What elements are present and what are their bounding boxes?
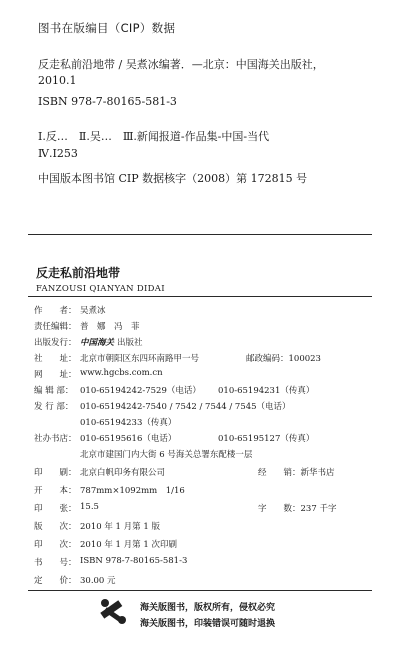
publisher-suffix: 出版社 — [117, 338, 143, 348]
isbn-row — [34, 556, 187, 568]
editor-label: 责任编辑： — [34, 322, 77, 332]
publisher-row — [34, 336, 143, 348]
bookstore-phone: 010-65195616（电话） — [80, 434, 177, 444]
printer-row — [34, 466, 165, 478]
sheets-value: 15.5 — [80, 502, 99, 512]
sales-fax: 010-65194233（传真） — [80, 418, 177, 428]
sales-phone: 010-65194242-7540 / 7542 / 7544 / 7545（电话） — [80, 402, 291, 412]
edition-row — [34, 520, 160, 532]
divider-bottom — [28, 590, 372, 591]
cip-isbn: ISBN 978-7-80165-581-3 — [38, 95, 177, 108]
distributor-label: 经 销： — [258, 468, 301, 478]
cip-subjects-line2: Ⅳ.I253 — [38, 147, 78, 160]
format-row — [34, 484, 185, 496]
editor-row — [34, 320, 140, 332]
address-label: 社 址： — [34, 354, 77, 364]
cip-core-data: 中国版本图书馆 CIP 数据核字（2008）第 172815 号 — [38, 172, 308, 185]
isbn-value: ISBN 978-7-80165-581-3 — [80, 556, 188, 566]
bookstore-address: 北京市建国门内大街 6 号海关总署东配楼一层 — [80, 450, 253, 460]
publisher-logo-text: 中国海关 — [80, 338, 115, 348]
printing-value: 2010 年 1 月第 1 次印刷 — [80, 540, 177, 550]
publisher-label: 出版发行： — [34, 338, 77, 348]
footer-copyright-notice: 海关版图书，版权所有，侵权必究 — [140, 603, 276, 613]
price-label: 定 价： — [34, 576, 77, 586]
edit-dept-row — [34, 384, 201, 396]
divider-top — [28, 234, 372, 235]
edition-value: 2010 年 1 月第 1 版 — [80, 522, 160, 532]
address-row — [34, 352, 199, 364]
book-title: 反走私前沿地带 — [36, 266, 121, 280]
edit-dept-fax: 010-65194231（传真） — [218, 386, 315, 396]
format-label: 开 本： — [34, 486, 77, 496]
author-label: 作 者： — [34, 306, 77, 316]
book-title-pinyin: FANZOUSI QIANYAN DIDAI — [36, 284, 165, 294]
sheets-row — [34, 502, 99, 514]
words-value: 237 千字 — [300, 504, 337, 514]
address-value: 北京市朝阳区东四环南路甲一号 — [80, 354, 200, 364]
edition-label: 版 次： — [34, 522, 77, 532]
author-value: 吴煮冰 — [80, 306, 106, 316]
printer-label: 印 刷： — [34, 468, 77, 478]
postcode-label: 邮政编码： — [246, 354, 289, 364]
printer-value: 北京白帆印务有限公司 — [80, 468, 166, 478]
distributor-value: 新华书店 — [300, 468, 335, 478]
distributor — [258, 466, 335, 478]
website-row — [34, 368, 163, 380]
bookstore-fax: 010-65195127（传真） — [218, 434, 315, 444]
words — [258, 502, 336, 514]
author-row — [34, 304, 106, 316]
sales-fax-row — [34, 416, 176, 428]
isbn-label: 书 号： — [34, 558, 77, 568]
price-row — [34, 574, 116, 586]
postcode — [246, 352, 321, 364]
words-label: 字 数： — [258, 504, 301, 514]
divider-title — [28, 296, 372, 297]
cip-subjects-line1: Ⅰ.反… Ⅱ.吴… Ⅲ.新闻报道-作品集-中国-当代 — [38, 130, 270, 143]
postcode-value: 100023 — [288, 354, 321, 364]
cip-header: 图书在版编目（CIP）数据 — [38, 21, 176, 35]
sales-row — [34, 400, 291, 412]
bookstore-label: 社办书店： — [34, 434, 77, 444]
cip-citation-line1: 反走私前沿地带 / 吴煮冰编著．—北京：中国海关出版社， — [38, 58, 324, 71]
printing-row — [34, 538, 177, 550]
footer-replacement-notice: 海关版图书，印装错误可随时退换 — [140, 619, 276, 629]
sheets-label: 印 张： — [34, 504, 77, 514]
price-value: 30.00 元 — [80, 576, 116, 586]
no-piracy-icon — [96, 594, 130, 628]
website-value: www.hgcbs.com.cn — [80, 368, 163, 378]
bookstore-row — [34, 432, 176, 444]
bookstore-address-row — [34, 448, 252, 460]
format-value: 787mm×1092mm 1/16 — [80, 486, 185, 496]
sales-label: 发 行 部： — [34, 402, 74, 412]
website-label: 网 址： — [34, 370, 77, 380]
editor-value: 普 娜 冯 菲 — [80, 322, 140, 332]
edit-dept-phone: 010-65194242-7529（电话） — [80, 386, 201, 396]
printing-label: 印 次： — [34, 540, 77, 550]
cip-citation-line2: 2010.1 — [38, 74, 77, 87]
edit-dept-label: 编 辑 部： — [34, 386, 74, 396]
